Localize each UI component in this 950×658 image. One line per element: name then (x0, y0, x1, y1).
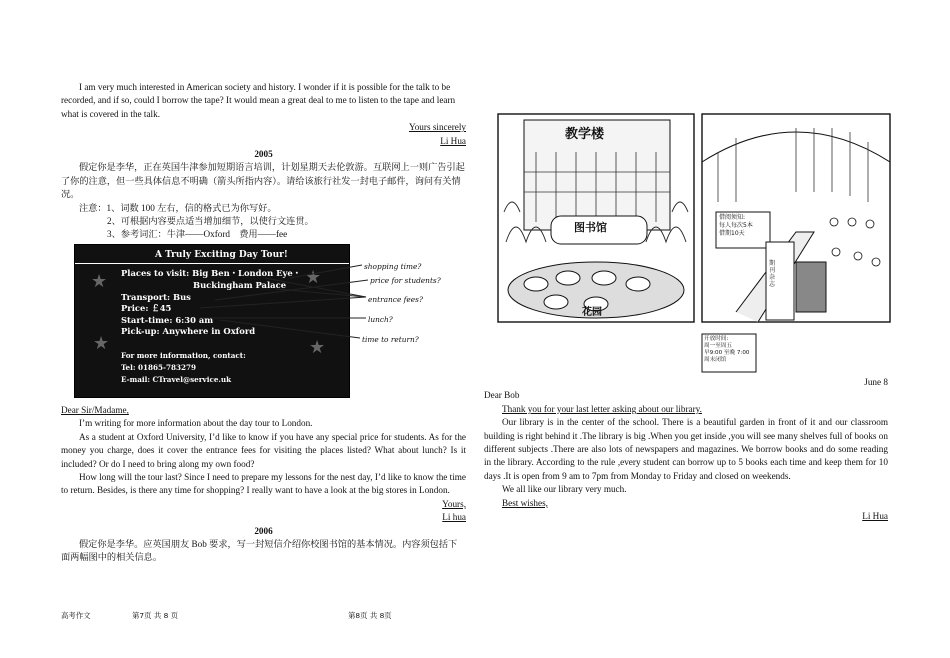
star-icon: ★ (305, 267, 322, 288)
signature: Li hua (442, 512, 466, 523)
page-number-8: 第8页 共 8页 (348, 611, 392, 620)
note-1: 注意：1、词数 100 左右，信的格式已为你写好。 (79, 202, 277, 213)
left-letter (61, 404, 466, 565)
letter-paragraph: I am very much interested in American society and history. I wonder if it is possible for the talk to be recorded, and if so, could I borrow the tape? It would mean a great deal to me to listen to the tape and learn what is covered in the talk. (61, 82, 456, 119)
ad-transport: Transport: Bus (121, 292, 191, 302)
footer-label: 高考作文 (61, 611, 91, 620)
year-heading-2005: 2005 (254, 149, 273, 160)
task-description-2005: 假定你是李华，正在英国牛津参加短期语言培训，计划星期天去伦敦游。互联网上一则广告引起了你的注意，但一些具体信息不明确（箭头所指内容）。请给该旅行社发一封电子邮件，询问有关情况。 (61, 162, 465, 200)
letter-body-3: How long will the tour last? Since I need to prepare my lessons for the nest day, I’d like to know the time to return. Besides, is there any time for shopping? I really want to have a look at the big stores in London. (61, 472, 466, 496)
library-illustrations (496, 112, 892, 374)
note-2: 2、可根据内容要点适当增加细节，以使行文连贯。 (107, 216, 314, 227)
opening-line: Thank you for your last letter asking about our library. (502, 403, 702, 414)
year-heading-2006: 2006 (254, 525, 273, 536)
letter-body-2: We all like our library very much. (502, 484, 627, 495)
salutation: Dear Sir/Madame, (61, 405, 129, 415)
ad-tel: Tel: 01865-783279 (121, 363, 196, 372)
page-number-7: 第7页 共 8 页 (132, 611, 179, 620)
note-3: 3、参考词汇：牛津——Oxford 费用——fee (107, 229, 288, 240)
ad-places-2: Buckingham Palace (193, 280, 287, 290)
library-label: 图书馆 (574, 221, 607, 234)
star-icon: ★ (309, 337, 326, 358)
ad-price: Price: ￡45 (121, 303, 172, 313)
salutation: Dear Bob (484, 390, 520, 401)
annotation-price: price for students? (370, 276, 441, 285)
garden-label: 花园 (582, 307, 602, 318)
ad-pickup: Pick-up: Anywhere in Oxford (121, 326, 256, 336)
signature: Li Hua (862, 511, 888, 522)
ad-info: For more information, contact: (121, 351, 246, 360)
magazine-shelf-label: 期刊杂志 (769, 260, 776, 288)
right-letter (484, 376, 888, 523)
letter-body-1: I’m writing for more information about the day tour to London. (79, 418, 313, 429)
signature: Li Hua (440, 135, 466, 146)
borrowing-rules: 借阅须知: 每人每次5本 借期10天 (719, 214, 753, 237)
ad-title: A Truly Exciting Day Tour! (155, 250, 288, 260)
closing: Yours, (442, 498, 466, 509)
building-label: 教学楼 (565, 127, 605, 142)
annotation-lunch: lunch? (368, 315, 393, 324)
ad-email: E-mail: CTravel@service.uk (121, 375, 232, 384)
annotation-return: time to return? (362, 335, 419, 344)
ad-start-time: Start-time: 6:30 am (121, 315, 214, 325)
star-icon: ★ (91, 271, 108, 292)
task-description-2006: 假定你是李华。应英国朋友 Bob 要求，写一封短信介绍你校图书馆的基本情况。内容须包括下面两幅图中的相关信息。 (61, 539, 458, 563)
annotation-entrance: entrance fees? (368, 295, 423, 304)
opening-hours: 开放时间: 周一至周五 早9:00 至晚 7:00 周末闭馆 (704, 336, 750, 363)
star-icon: ★ (93, 333, 110, 354)
closing: Best wishes, (502, 497, 548, 508)
ad-places: Places to visit: Big Ben・London Eye・ (121, 268, 302, 278)
annotation-shopping: shopping time? (364, 262, 422, 271)
letter-body-2: As a student at Oxford University, I’d like to know if you have any special price for students. As for the money you charge, does it cover the entrance fees for visiting the places listed? What about lunch? Is it included? Or do I need to bring along my own food? (61, 431, 466, 469)
letter-body: Our library is in the center of the school. There is a beautiful garden in front of it and our classroom building is right behind it .The library is big .When you get inside ,you will see many shelves full of books on different subjects .There are also lots of newspapers and magazines. We borrow books and do some reading in the library. According to the rule ,every student can borrow up to 5 books each time and keep them for 10 days .It is open from 9 am to 7pm from Monday to Friday and closed on weekends. (484, 417, 888, 481)
letter-date: June 8 (864, 377, 888, 387)
closing: Yours sincerely (409, 122, 466, 133)
